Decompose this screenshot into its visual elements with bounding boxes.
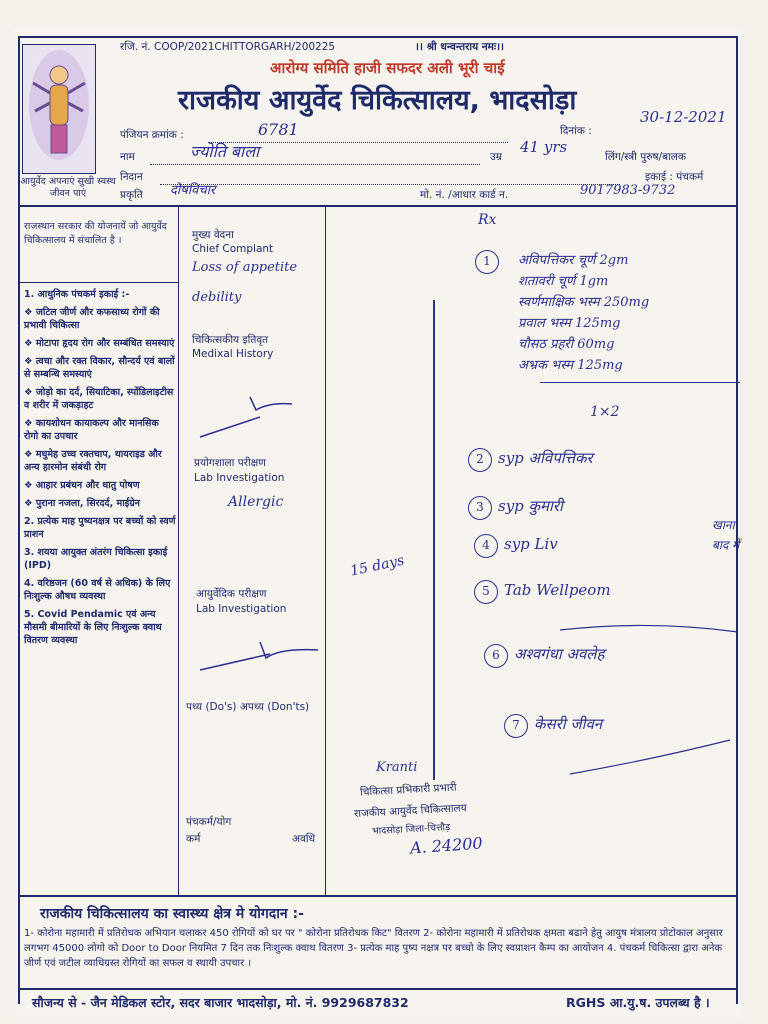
diagnosis-line [160,184,620,185]
ayur-hi: आयुर्वेदिक परीक्षण [196,588,267,600]
date-value: 30-12-2021 [640,108,727,126]
lab-hi: प्रयोगशाला परीक्षण [194,457,266,469]
lab-en: Lab Investigation [194,472,285,484]
rx-dose-line [540,382,740,383]
mobile-value: 9017983-9732 [580,183,676,198]
history-dash-scribble [200,392,300,442]
scheme-item: ❖ जोड़ो का दर्द, सियाटिका, स्पोंडिलाइटीस व शरीर में जकड़ाहट [24,387,174,411]
ayur-dash-scribble [200,640,320,680]
chief-hi: मुख्य वेदना [192,229,234,241]
rx-powder-item: स्वर्णमाक्षिक भस्म 250mg [518,295,650,310]
rx-item-7: 7 केसरी जीवन [504,714,602,738]
karma-label: कर्म [186,833,201,845]
chief-hand: Loss of appetite [192,260,298,275]
rx-strike-lines [560,620,740,780]
age-label: उम्र [490,151,503,163]
panchkarma-label: पंचकर्म/योग [186,816,232,828]
reg-label: पंजियन क्रमांक : [120,129,184,141]
footer-title: राजकीय चिकित्सालय का स्वास्थ्य क्षेत्र मे योगदान :- [40,906,304,922]
lab-hand: Allergic [228,494,284,510]
scheme-item: ❖ जटिल जीर्ण और कफसाध्य रोगों की प्रभावी चिकित्सा [24,307,160,331]
reg-value: 6781 [258,120,299,139]
prakriti-value: दोषविचार [170,183,216,198]
reg-number: रजि. नं. COOP/2021CHITTORGARH/200225 [120,41,336,53]
history-hi: चिकित्सकीय इतिवृत [192,334,269,346]
rx-item-5: 5 Tab Wellpeom [474,580,611,604]
age-value: 41 yrs [520,138,568,156]
rx-powder-item: चौसठ प्रहरी 60mg [518,337,615,352]
scheme-item: ❖ मधुमेह उच्च रक्तचाप, थायराइड और अन्य हारमोन संबंधी रोग [24,449,162,473]
committee-name: आरोग्य समिति हाजी सफदर अली भूरी चाई [270,59,505,77]
signature-reg: A. 24200 [409,833,484,858]
rx-item-2: 2 syp अविपत्तिकर [468,448,593,472]
signature-designation: चिकित्सा प्रभिकारी प्रभारी [359,781,457,799]
scheme-item: 1. आधुनिक पंचकर्म इकाई :- [24,289,130,300]
scheme-item: 4. वरिष्ठजन (60 वर्ष से अधिक) के लिए निःशुल्क औषध व्यवस्था [24,578,171,602]
rghs-label: RGHS आ.यु.ष. उपलब्ध है । [566,995,710,1010]
col-divider-1 [178,205,179,895]
left-intro: राजस्थान सरकार की योजनायें जो आयुर्वेद चिकित्सालय में संचालित है । [24,221,167,246]
rx-powder-item: प्रवाल भस्म 125mg [518,316,621,331]
left-intro-divider [18,282,178,283]
deity-icon [23,45,95,173]
date-label: दिनांक : [560,125,592,137]
sponsor-line: सौजन्य से - जैन मेडिकल स्टोर, सदर बाजार भादसोड़ा, मो. नं. 9929687832 [32,995,409,1010]
left-scheme-list [24,288,176,652]
hospital-name: राजकीय आयुर्वेद चिकित्सालय, भादसोड़ा [178,85,577,116]
rx-powder-item: अविपत्तिकर चूर्ण 2gm [518,253,629,268]
col-divider-2 [325,205,326,895]
invocation: ।। श्री धन्वन्तराय नमः।। [415,41,505,53]
border-top [18,36,738,38]
name-label: नाम [120,151,135,163]
scheme-item: ❖ कायशोधन कायाकल्प और मानसिक रोगो का उपचार [24,418,159,442]
signature-hospital: राजकीय आयुर्वेद चिकित्सालय [353,802,468,820]
logo-caption: आयुर्वेद अपनाएं सुखी स्वस्थ जीवन पाएं [20,176,116,199]
footer-body: 1- कोरोना महामारी में प्रतिरोधक अभियान चलाकर 450 रोगियों को घर पर " कोरोना प्रतिरोधक किट" वितरण 2- कोरोना महामारी में प्रतिरोधक क्षमता बढाने हेतु आयुष मंत्रालय प्रोटोकाल अनुसार लगभग 45000 लोगो को Door to Door नियमित 7 दिन तक निःशुल्क क्वाथ वितरण 3- प्रत्येक माह पुष्य नक्षत्र पर बच्चो के लिए स्वप्राशन कैम्प का आयोजन 4. पंचकर्म चिकित्सा द्वारा अनेक जीर्ण एवं जटील व्याधिग्रस्त रोगियों का सफल व स्थायी उपचार । [24,928,723,969]
footer-divider [18,895,738,897]
ayur-en: Lab Investigation [196,603,287,615]
rx-powder-item: शतावरी चूर्ण 1gm [518,274,609,289]
name-value: ज्योति बाला [190,142,260,161]
rx-side-note: खाना बाद में [712,518,740,552]
rx-item-6: 6 अश्वगंधा अवलेह [484,644,604,668]
gender-label: लिंग/स्त्री पुरुष/बालक [605,151,686,163]
prakriti-label: प्रकृति [120,189,143,201]
rx-bracket-line [433,300,435,780]
rx-duration: 15 days [348,552,406,580]
diagnosis-label: निदान [120,171,143,183]
chief-hand-2: debility [192,290,242,305]
mobile-label: मो. नं. /आधार कार्ड न. [420,189,509,201]
rx-symbol: Rx [478,212,497,228]
unit-label: इकाई : पंचकर्म [645,171,704,183]
rx-dose: 1×2 [590,404,620,420]
signature-name: Kranti [376,760,418,775]
rx-item-4: 4 syp Liv [474,534,558,558]
scheme-item: ❖ मोटापा हृदय रोग और सम्बंधित समस्याएं [24,338,175,349]
scheme-item: 2. प्रत्येक माह पुष्यनक्षत्र पर बच्चों को स्वर्ण प्राशन [24,516,176,540]
scheme-item: 5. Covid Pendamic एवं अन्य मौसमी बीमारियों के लिए निःशुल्क क्वाथ वितरण व्यवस्था [24,609,162,646]
scheme-item: ❖ त्वचा और रक्त विकार, सौन्दर्य एवं बालों से सम्बन्धि समस्याएं [24,356,175,380]
signature-place: भादसोड़ा जिला-चित्तौड़ [371,821,451,838]
scheme-item: ❖ पुराना नजला, सिरदर्द, माईग्रेन [24,498,140,509]
header-divider [18,205,738,207]
avadhi-label: अवधि [292,833,316,845]
history-en: Medixal History [192,348,274,360]
chief-en: Chief Complant [192,243,274,255]
rx-item-3: 3 syp कुमारी [468,496,563,520]
dhanvantari-logo [22,44,96,174]
diet-label: पथ्य (Do's) अपथ्य (Don'ts) [186,701,310,713]
scheme-item: ❖ आहार प्रबंधन और धातु पोषण [24,480,140,491]
name-line [150,164,480,165]
footer-bottom-line [18,988,738,990]
scheme-item: 3. शयया आयुक्त अंतरंग चिकित्सा इकाई (IPD) [24,547,168,571]
rx-number-1: 1 [475,250,505,274]
rx-powder-item: अभ्रक भस्म 125mg [518,358,623,373]
rx-powder-list [518,250,738,376]
